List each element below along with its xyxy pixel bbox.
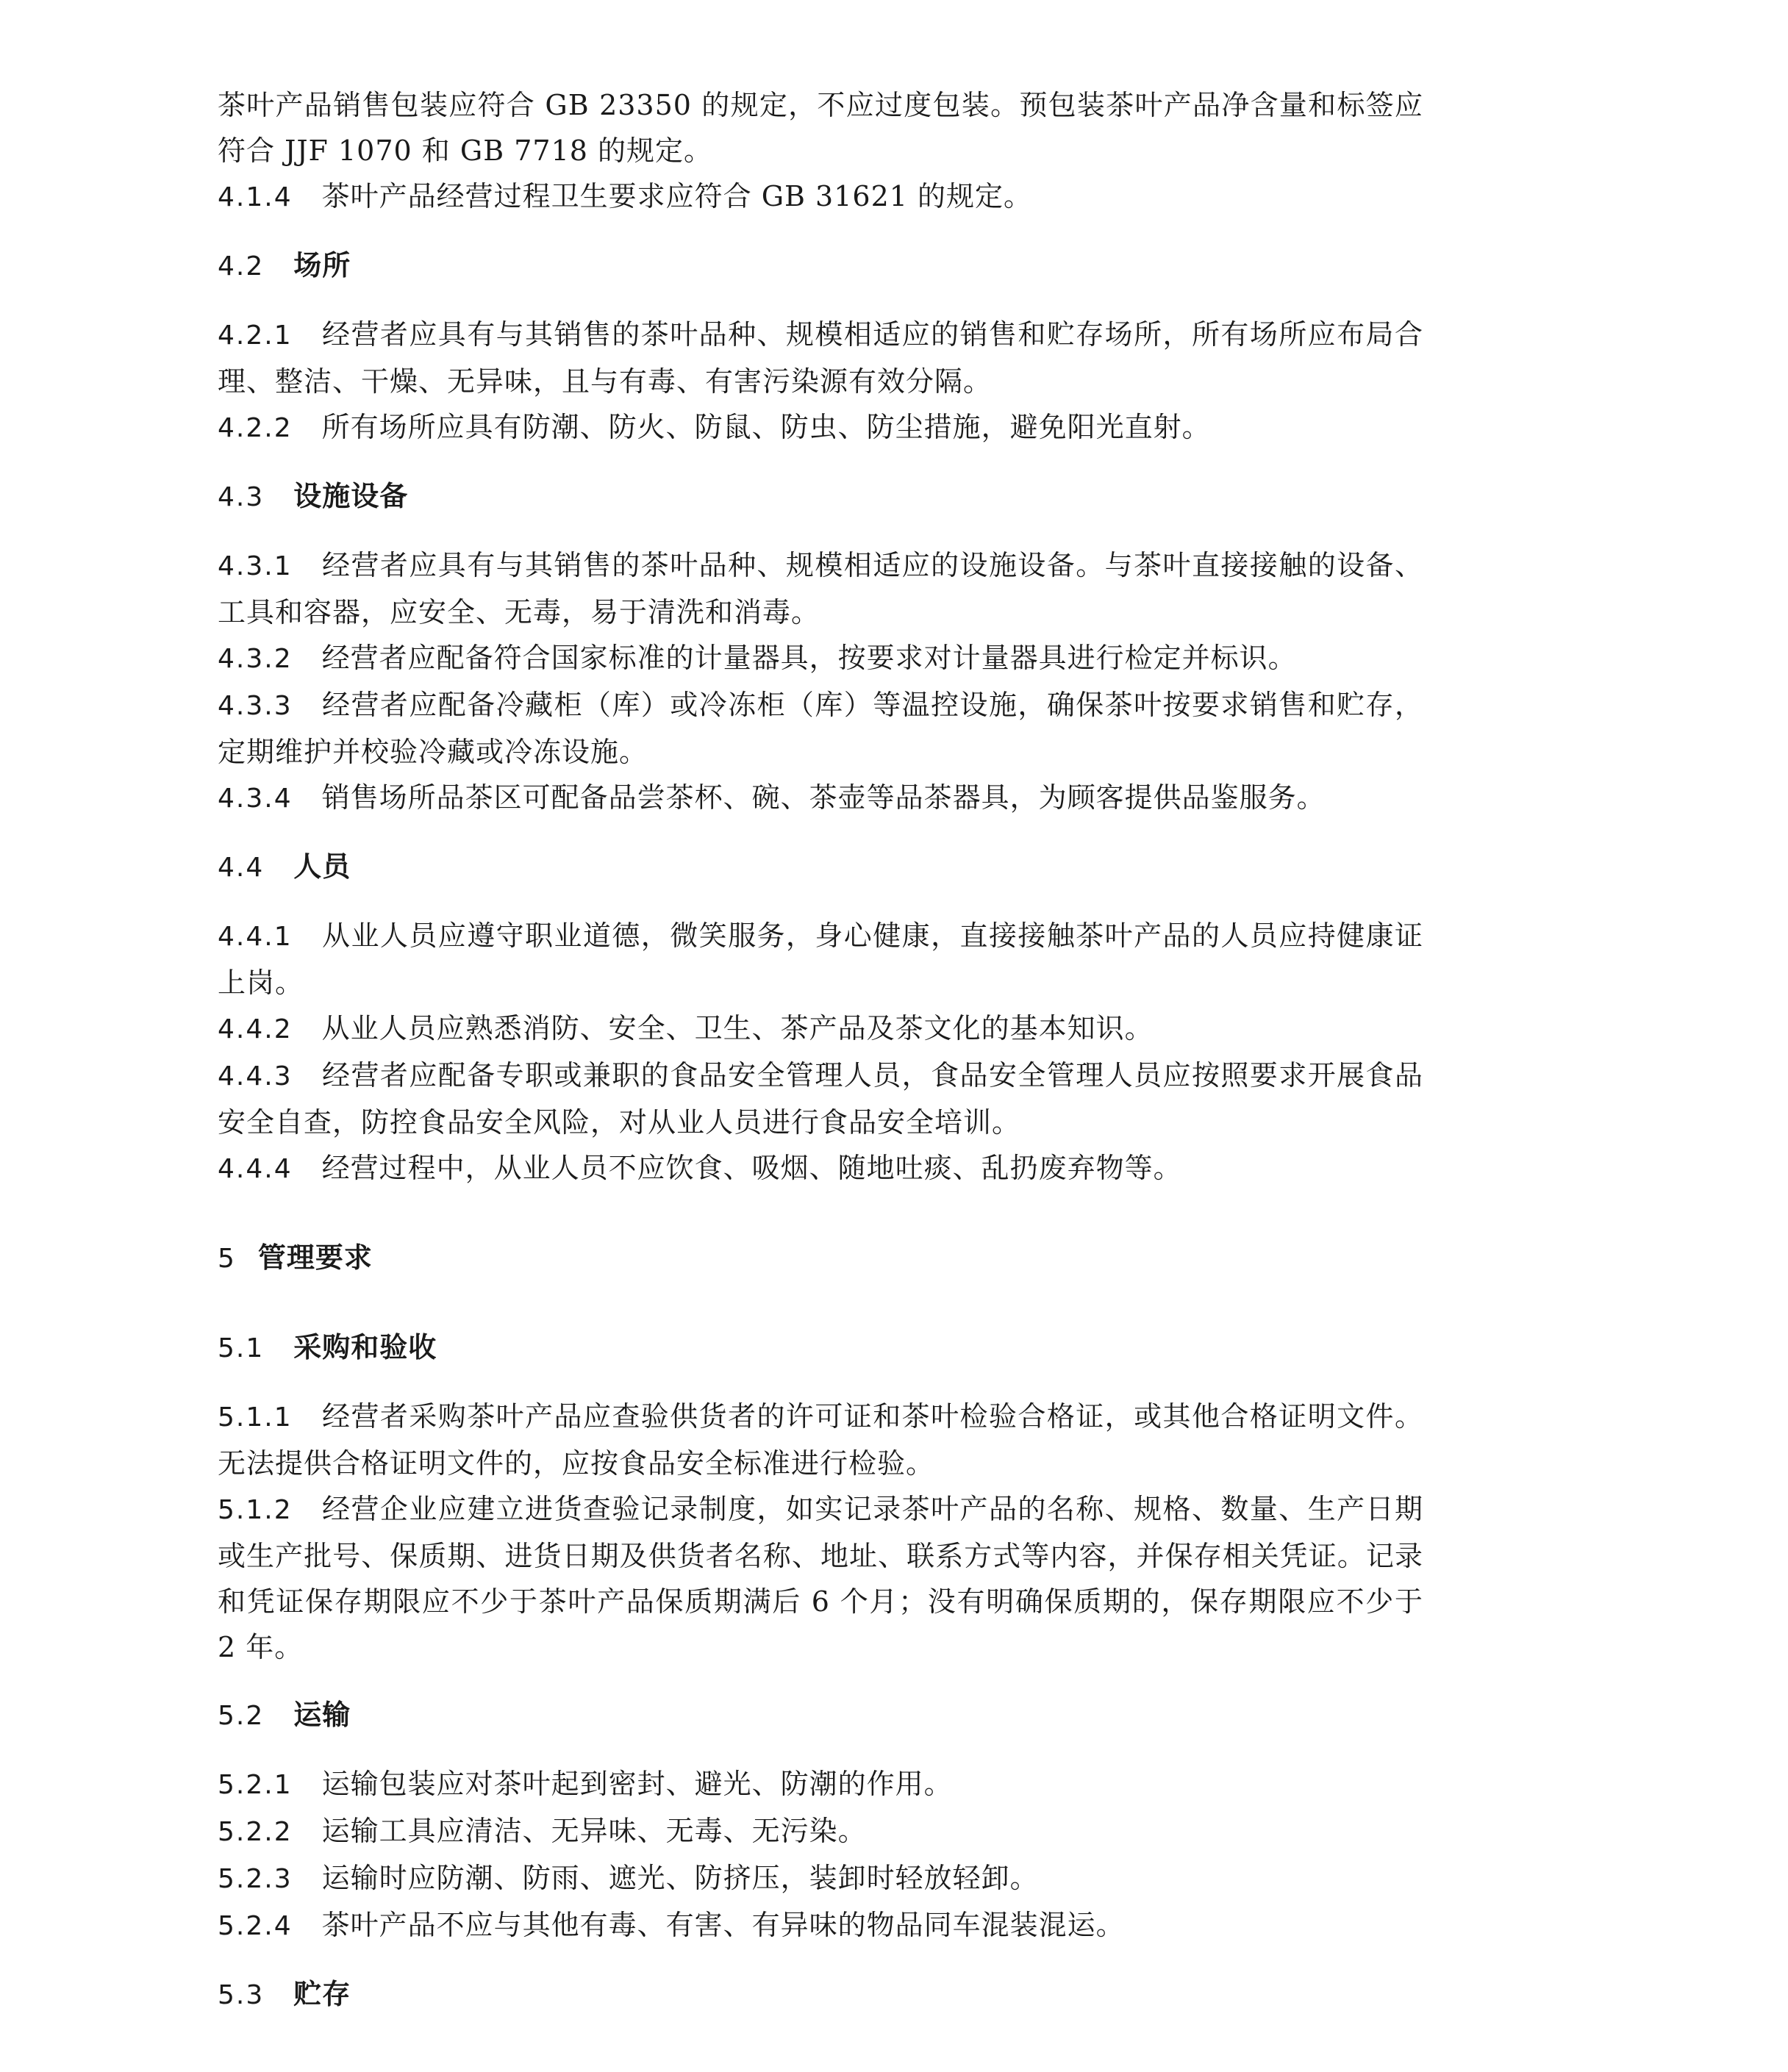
clause-number: 4.3.2 [218, 644, 293, 674]
heading-title: 采购和验收 [293, 1331, 437, 1363]
heading-5-1 [218, 1324, 1423, 1372]
clause-number: 5.2.3 [218, 1864, 293, 1894]
clause-4-3-1 [218, 542, 1423, 635]
clause-number: 4.3.3 [218, 691, 293, 721]
heading-title: 场所 [293, 249, 351, 282]
heading-4-3 [218, 473, 1423, 520]
heading-5-2 [218, 1692, 1423, 1739]
heading-title: 运输 [293, 1699, 351, 1731]
clause-text: 经营企业应建立进货查验记录制度，如实记录茶叶产品的名称、规格、数量、生产日期或生产批号、保质期、进货日期及供货者名称、地址、联系方式等内容，并保存相关凭证。记录和凭证保存期限应不少于茶叶产品保质期满后 6 个月；没有明确保质期的，保存期限应不少于 2 年。 [218, 1493, 1423, 1663]
clause-number: 4.3.4 [218, 784, 293, 814]
clause-number: 4.4.2 [218, 1014, 293, 1044]
clause-4-2-2 [218, 404, 1423, 451]
document-page [218, 82, 1423, 2018]
clause-number: 5.1.1 [218, 1402, 293, 1433]
clause-5-2-4 [218, 1902, 1423, 1949]
clause-5-1-1 [218, 1394, 1423, 1486]
clause-number: 4.4.3 [218, 1061, 293, 1091]
clause-number: 5.2.4 [218, 1911, 293, 1941]
clause-number: 4.4.4 [218, 1154, 293, 1184]
clause-number: 4.4.1 [218, 922, 293, 952]
heading-number: 5.3 [218, 1980, 265, 2010]
heading-title: 设施设备 [293, 480, 409, 512]
clause-4-4-1 [218, 913, 1423, 1005]
clause-text: 经营过程中，从业人员不应饮食、吸烟、随地吐痰、乱扔废弃物等。 [321, 1152, 1182, 1184]
clause-4-2-1 [218, 312, 1423, 404]
clause-text: 经营者应具有与其销售的茶叶品种、规模相适应的设施设备。与茶叶直接接触的设备、工具和容器，应安全、无毒，易于清洗和消毒。 [218, 549, 1423, 628]
clause-4-3-4 [218, 775, 1423, 822]
clause-text: 经营者应配备专职或兼职的食品安全管理人员，食品安全管理人员应按照要求开展食品安全自查，防控食品安全风险，对从业人员进行食品安全培训。 [218, 1059, 1423, 1139]
heading-4-2 [218, 243, 1423, 290]
heading-number: 5.2 [218, 1701, 265, 1731]
clause-text: 茶叶产品不应与其他有毒、有害、有异味的物品同车混装混运。 [321, 1909, 1125, 1941]
heading-number: 4.2 [218, 251, 265, 282]
heading-5-3 [218, 1971, 1423, 2018]
clause-text: 经营者应具有与其销售的茶叶品种、规模相适应的销售和贮存场所，所有场所应布局合理、整洁、干燥、无异味，且与有毒、有害污染源有效分隔。 [218, 318, 1423, 398]
clause-text: 销售场所品茶区可配备品尝茶杯、碗、茶壶等品茶器具，为顾客提供品鉴服务。 [321, 781, 1326, 814]
clause-text: 经营者采购茶叶产品应查验供货者的许可证和茶叶检验合格证，或其他合格证明文件。无法提供合格证明文件的，应按食品安全标准进行检验。 [218, 1400, 1423, 1480]
clause-4-4-4 [218, 1145, 1423, 1192]
clause-number: 4.2.2 [218, 413, 293, 443]
clause-number: 4.2.1 [218, 320, 293, 351]
intro-paragraph [218, 82, 1423, 173]
clause-5-2-2 [218, 1808, 1423, 1855]
heading-5 [218, 1235, 1423, 1282]
clause-number: 5.1.2 [218, 1495, 293, 1525]
heading-title: 人员 [293, 850, 351, 883]
clause-5-1-2 [218, 1486, 1423, 1670]
clause-text: 经营者应配备冷藏柜（库）或冷冻柜（库）等温控设施，确保茶叶按要求销售和贮存，定期维护并校验冷藏或冷冻设施。 [218, 689, 1423, 768]
clause-5-2-3 [218, 1855, 1423, 1902]
clause-text: 从业人员应遵守职业道德，微笑服务，身心健康，直接接触茶叶产品的人员应持健康证上岗。 [218, 920, 1423, 999]
paragraph-text: 茶叶产品销售包装应符合 GB 23350 的规定，不应过度包装。预包装茶叶产品净含量和标签应符合 JJF 1070 和 GB 7718 的规定。 [218, 89, 1423, 167]
heading-number: 4.4 [218, 853, 265, 883]
clause-text: 运输包装应对茶叶起到密封、避光、防潮的作用。 [321, 1768, 953, 1800]
clause-text: 运输时应防潮、防雨、遮光、防挤压，装卸时轻放轻卸。 [321, 1862, 1039, 1894]
clause-text: 所有场所应具有防潮、防火、防鼠、防虫、防尘措施，避免阳光直射。 [321, 411, 1211, 443]
heading-4-4 [218, 844, 1423, 891]
clause-text: 经营者应配备符合国家标准的计量器具，按要求对计量器具进行检定并标识。 [321, 642, 1297, 674]
heading-number: 5 [218, 1244, 236, 1274]
clause-number: 5.2.2 [218, 1817, 293, 1847]
clause-5-2-1 [218, 1761, 1423, 1808]
clause-text: 茶叶产品经营过程卫生要求应符合 GB 31621 的规定。 [321, 180, 1033, 212]
clause-4-3-2 [218, 635, 1423, 682]
clause-number: 5.2.1 [218, 1770, 293, 1800]
clause-number: 4.1.4 [218, 182, 293, 212]
clause-text: 运输工具应清洁、无异味、无毒、无污染。 [321, 1815, 867, 1847]
heading-title: 贮存 [293, 1978, 351, 2010]
clause-4-3-3 [218, 682, 1423, 775]
clause-4-1-4 [218, 173, 1423, 221]
heading-title: 管理要求 [257, 1241, 373, 1274]
heading-number: 5.1 [218, 1333, 265, 1363]
clause-4-4-2 [218, 1005, 1423, 1053]
heading-number: 4.3 [218, 482, 265, 512]
clause-text: 从业人员应熟悉消防、安全、卫生、茶产品及茶文化的基本知识。 [321, 1012, 1154, 1044]
clause-4-4-3 [218, 1053, 1423, 1145]
clause-number: 4.3.1 [218, 551, 293, 581]
